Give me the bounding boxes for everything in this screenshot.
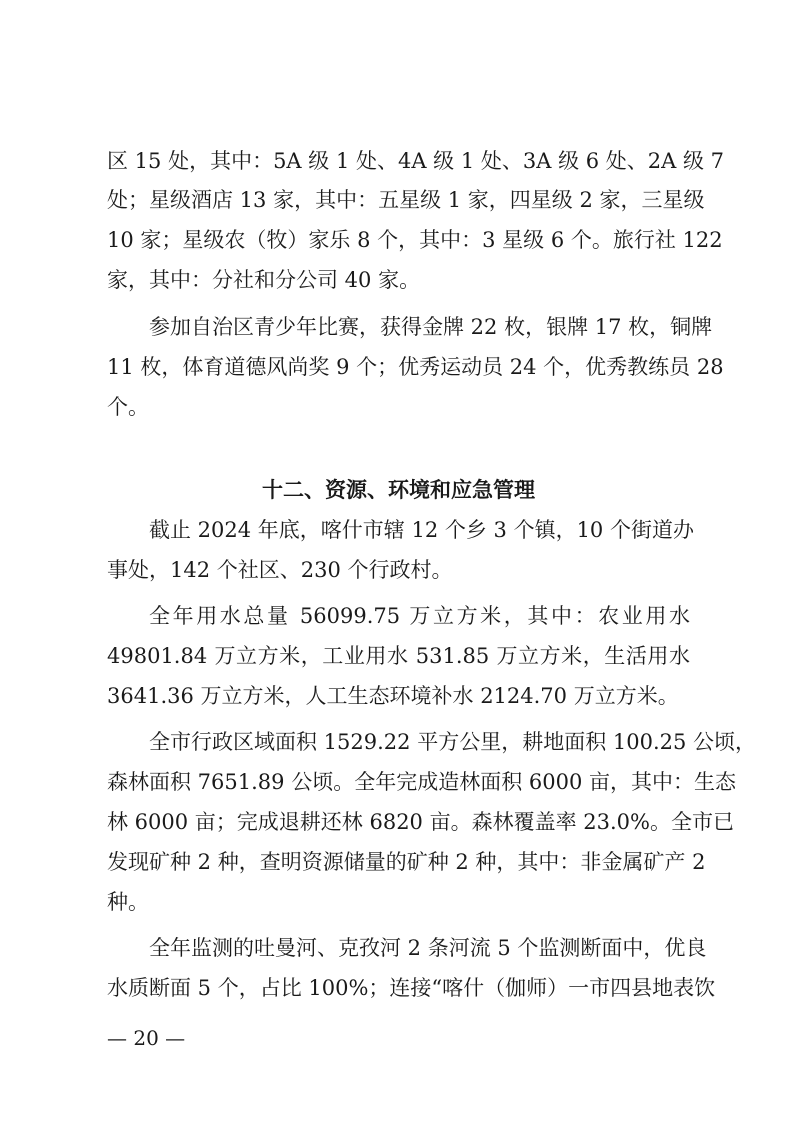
paragraph-line: 事处，142 个社区、230 个行政村。 <box>107 558 453 582</box>
paragraph-line: 全年监测的吐曼河、克孜河 2 条河流 5 个监测断面中，优良 <box>149 936 707 960</box>
paragraph-line: 49801.84 万立方米，工业用水 531.85 万立方米，生活用水 <box>107 644 690 668</box>
paragraph-line: 种。 <box>107 890 149 914</box>
section-heading: 十二、资源、环境和应急管理 <box>262 478 535 502</box>
paragraph-line: 全市行政区域面积 1529.22 平方公里，耕地面积 100.25 公顷， <box>149 730 757 754</box>
paragraph-line: 林 6000 亩；完成退耕还林 6820 亩。森林覆盖率 23.0%。全市已 <box>107 810 734 834</box>
paragraph-line: 发现矿种 2 种，查明资源储量的矿种 2 种，其中：非金属矿产 2 <box>107 850 706 874</box>
paragraph-line: 11 枚，体育道德风尚奖 9 个；优秀运动员 24 个，优秀教练员 28 <box>107 355 724 379</box>
paragraph-line: 家，其中：分社和分公司 40 家。 <box>107 268 421 292</box>
paragraph-line: 森林面积 7651.89 公顷。全年完成造林面积 6000 亩，其中：生态 <box>107 770 736 794</box>
paragraph-line: 处；星级酒店 13 家，其中：五星级 1 家，四星级 2 家，三星级 <box>107 188 705 212</box>
paragraph-line: 水质断面 5 个，占比 100%；连接“喀什（伽师）一市四县地表饮 <box>107 976 716 1000</box>
paragraph-line: 截止 2024 年底，喀什市辖 12 个乡 3 个镇，10 个街道办 <box>149 518 694 542</box>
page-number: — 20 — <box>107 1026 186 1050</box>
paragraph-line: 3641.36 万立方米，人工生态环境补水 2124.70 万立方米。 <box>107 684 679 708</box>
paragraph-line: 10 家；星级农（牧）家乐 8 个，其中：3 星级 6 个。旅行社 122 <box>107 228 723 252</box>
paragraph-line: 区 15 处，其中：5A 级 1 处、4A 级 1 处、3A 级 6 处、2A 级 7 <box>107 149 725 173</box>
paragraph-line: 参加自治区青少年比赛，获得金牌 22 枚，银牌 17 枚，铜牌 <box>149 315 713 339</box>
paragraph-line: 个。 <box>107 395 149 419</box>
paragraph-line: 全年用水总量 56099.75 万立方米，其中：农业用水 <box>149 604 690 628</box>
